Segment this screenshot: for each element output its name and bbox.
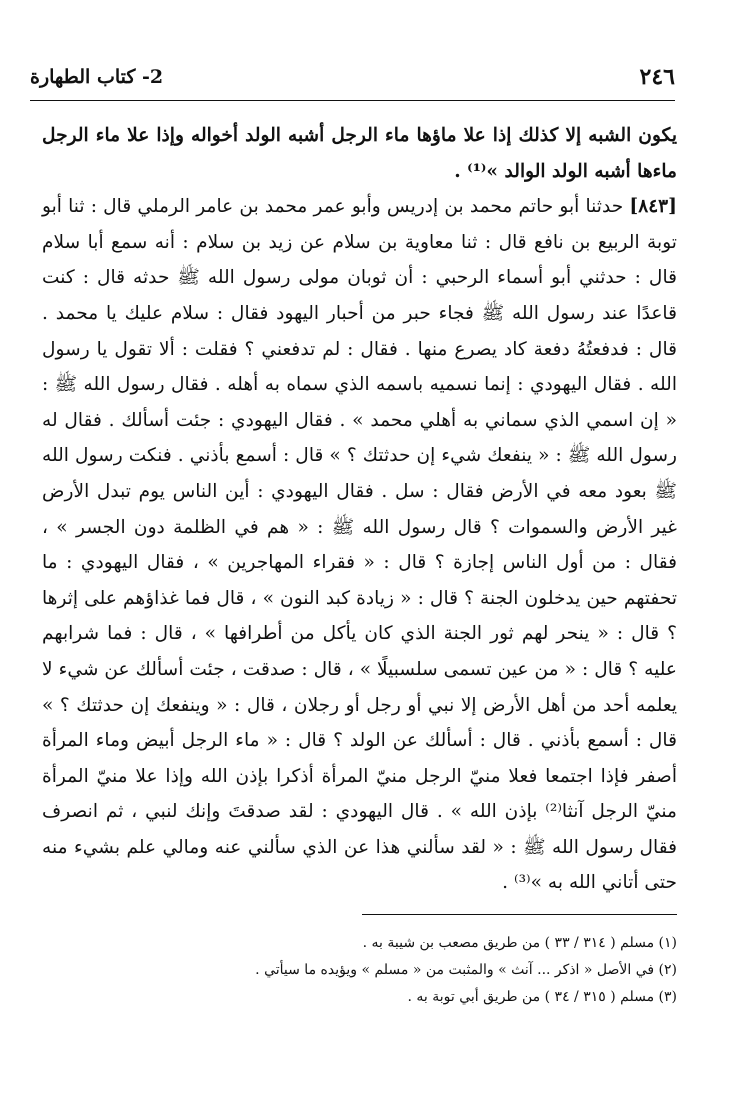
footnote-item: (٢) في الأصل « اذكر ... آنث » والمثبت من « مسلم » ويؤيده ما سيأتي . xyxy=(255,962,677,978)
hadith-paragraph xyxy=(42,189,677,901)
footnote-item: (١) مسلم ( ٣١٤ / ٣٣ ) من طريق مصعب بن شيبة به . xyxy=(362,935,677,951)
page-header xyxy=(30,60,675,101)
main-text xyxy=(42,118,677,901)
hadith-text: حدثنا أبو حاتم محمد بن إدريس وأبو عمر محمد بن عامر الرملي قال : ثنا أبو توبة الربيع بن نافع قال : ثنا معاوية بن سلام عن زيد بن سلام : أنه سمع أبا سلام قال : حدثني أبو أسماء الرحبي : أن ثوبان مولى رسول الله ﷺ حدثه قال : كنت قاعدًا عند رسول الله ﷺ فجاء حبر من أحبار اليهود فقال : سلام عليك يا محمد . قال : فدفعتُهُ دفعة كاد يصرع منها . فقال : لم تدفعني ؟ فقلت : ألا تقول يا رسول الله . فقال اليهودي : إنما نسميه باسمه الذي سماه به أهله . فقال رسول الله ﷺ : « إن اسمي الذي سماني به أهلي محمد » . فقال اليهودي : جئت أسألك . فقال له رسول الله ﷺ : « ينفعك شيء إن حدثتك ؟ » قال : أسمع بأذني . فنكت رسول الله ﷺ بعود معه في الأرض فقال : سل . فقال اليهودي : أين الناس يوم تبدل الأرض غير الأرض والسموات ؟ قال رسول الله ﷺ : « هم في الظلمة دون الجسر » ، فقال : من أول الناس إجازة ؟ قال : « فقراء المهاجرين » ، فقال اليهودي : ما تحفتهم حين يدخلون الجنة ؟ قال : « زيادة كبد النون » ، قال فما غذاؤهم على إثرها ؟ قال : « ينحر لهم ثور الجنة الذي كان يأكل من أطرافها » ، قال : فما شرابهم عليه ؟ قال : « من عين تسمى سلسبيلًا » ، قال : صدقت ، جئت أسألك عن شيء لا يعلمه أحد من أهل الأرض إلا نبي أو رجل أو رجلان ، قال : « وينفعك إن حدثتك ؟ » قال : أسمع بأذني . قال : أسألك عن الولد ؟ قال : « ماء الرجل أبيض وماء المرأة أصفر فإذا اجتمعا فعلا منيّ الرجل منيّ المرأة أذكرا بإذن الله وإذا علا منيّ المرأة منيّ الرجل آنثا⁽²⁾ بإذن الله » . قال اليهودي : لقد صدقتَ وإنك لنبي ، ثم انصرف فقال رسول الله ﷺ : « لقد سألني هذا عن الذي سألني عنه ومالي علم بشيء منه حتى أتاني الله به »⁽³⁾ . xyxy=(42,196,678,894)
intro-paragraph: يكون الشبه إلا كذلك إذا علا ماؤها ماء الرجل أشبه الولد أخواله وإذا علا ماء الرجل ماءها أشبه الولد الوالد »⁽¹⁾ . xyxy=(42,125,677,182)
footnotes xyxy=(42,930,677,1011)
page-number: ٢٤٦ xyxy=(639,64,675,90)
footnote-item: (٣) مسلم ( ٣١٥ / ٣٤ ) من طريق أبي توبة به . xyxy=(407,989,677,1005)
chapter-title: 2- كتاب الطهارة xyxy=(30,66,164,88)
footnote-divider xyxy=(362,914,677,915)
hadith-number: [٨٤٣] xyxy=(629,196,677,218)
